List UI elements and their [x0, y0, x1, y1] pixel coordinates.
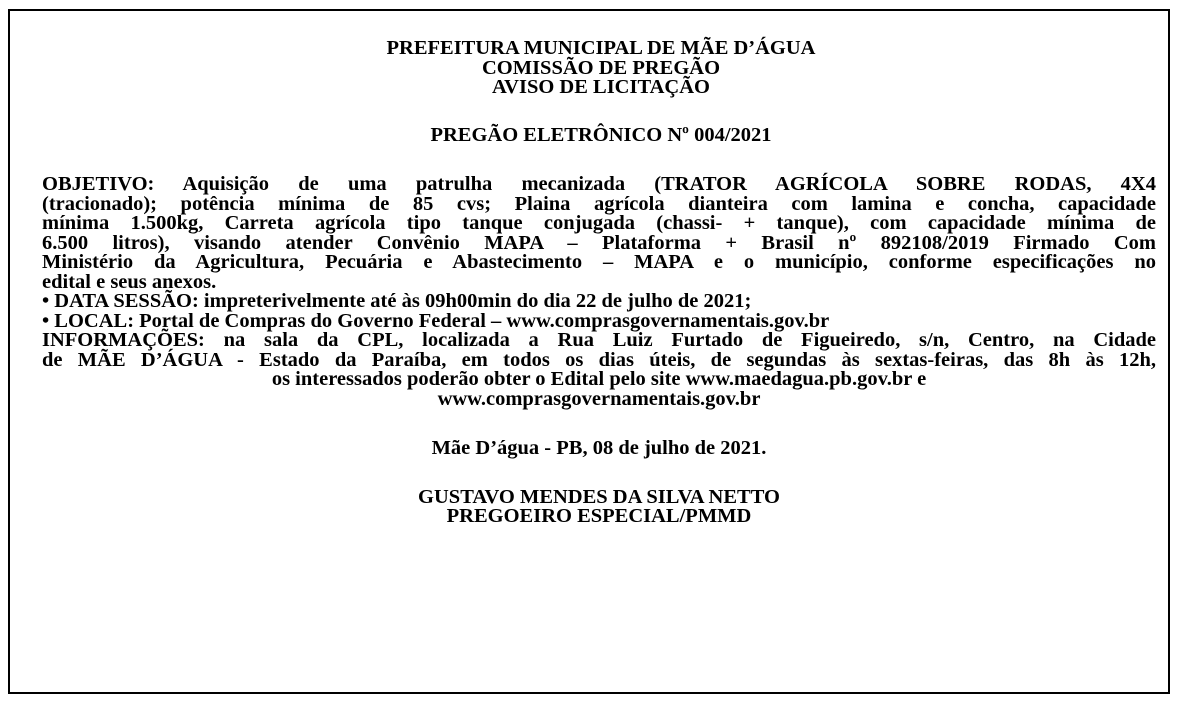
objective-line: (tracionado); potência mínima de 85 cvs; Plaina agrícola dianteira com lamina e concha, capacidade — [42, 192, 1156, 215]
objective-line: OBJETIVO: Aquisição de uma patrulha mecanizada (TRATOR AGRÍCOLA SOBRE RODAS, 4X4 — [42, 173, 1156, 195]
bid-notice — [42, 39, 1160, 527]
notice-header — [42, 39, 1160, 98]
info-line: de MÃE D’ÁGUA - Estado da Paraíba, em todos os dias úteis, de segundas às sextas-feiras, das 8h às 12h, — [42, 348, 1156, 371]
session-date-bullet: • DATA SESSÃO: impreterivelmente até às 09h00min do dia 22 de julho de 2021; — [42, 290, 752, 312]
municipality-name: PREFEITURA MUNICIPAL DE MÃE D’ÁGUA — [386, 37, 816, 59]
info-line: os interessados poderão obter o Edital pelo site www.maedagua.pb.gov.br e — [271, 368, 927, 390]
objective-line: 6.500 litros), visando atender Convênio MAPA – Plataforma + Brasil nº 892108/2019 Firmado Com — [42, 231, 1156, 254]
pregao-title: PREGÃO ELETRÔNICO Nº 004/2021 — [430, 124, 772, 146]
objective-line: mínima 1.500kg, Carreta agrícola tipo tanque conjugada (chassi- + tanque), com capacidade mínima de — [42, 212, 1156, 234]
notice-type: AVISO DE LICITAÇÃO — [492, 76, 710, 98]
location-bullet: • LOCAL: Portal de Compras do Governo Federal – www.comprasgovernamentais.gov.br — [42, 309, 830, 332]
commission-name: COMISSÃO DE PREGÃO — [481, 56, 721, 79]
date-line: Mãe D’água - PB, 08 de julho de 2021. — [431, 436, 767, 459]
objective-paragraph — [42, 175, 1156, 292]
signatory-role: PREGOEIRO ESPECIAL/PMMD — [446, 505, 752, 527]
signature-block — [42, 485, 1156, 527]
objective-line: edital e seus anexos. — [42, 270, 217, 293]
info-line: INFORMAÇÕES: na sala da CPL, localizada a Rua Luiz Furtado de Figueiredo, s/n, Centro, na Cidade — [42, 329, 1156, 351]
objective-line: Ministério da Agricultura, Pecuária e Abastecimento – MAPA e o município, conforme especificações no — [42, 251, 1156, 273]
info-line: www.comprasgovernamentais.gov.br — [437, 387, 761, 410]
information-paragraph — [42, 331, 1156, 409]
signatory-name: GUSTAVO MENDES DA SILVA NETTO — [418, 485, 780, 508]
